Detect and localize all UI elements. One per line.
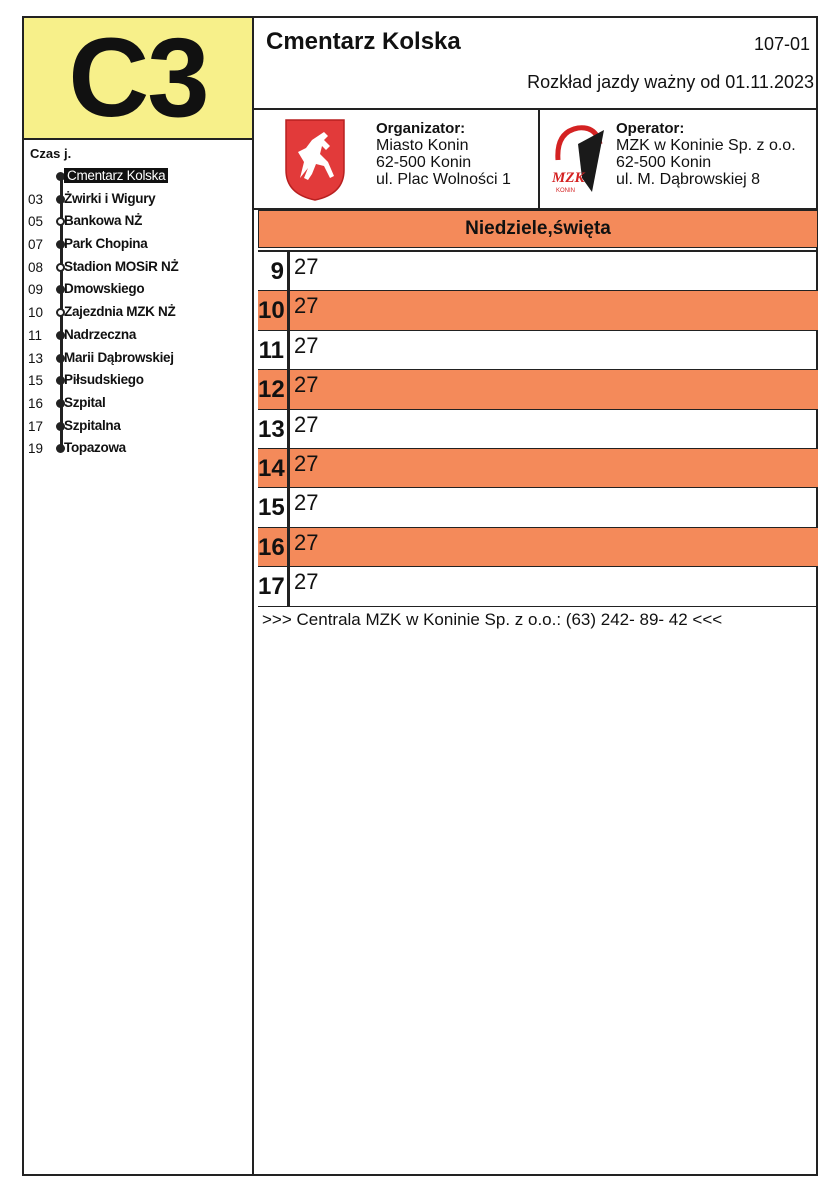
hour-cell: 15 (258, 488, 290, 526)
operator-city: 62-500 Konin (616, 154, 712, 171)
stop-time: 03 (28, 191, 44, 207)
stop-item (26, 234, 252, 257)
hour-cell: 11 (258, 331, 290, 369)
minutes-cell: 27 (294, 450, 319, 476)
stop-item (26, 211, 252, 234)
minutes-cell: 27 (294, 332, 319, 358)
stop-item (26, 438, 252, 461)
organizer-street: ul. Plac Wolności 1 (376, 171, 511, 188)
stop-current (26, 166, 252, 189)
hour-row (258, 291, 818, 330)
hour-row (258, 252, 818, 291)
stop-name: Topazowa (64, 440, 126, 456)
stop-item (26, 189, 252, 212)
header-divider (254, 108, 818, 110)
svg-text:KONIN: KONIN (556, 188, 576, 194)
stop-time: 07 (28, 237, 44, 253)
hour-row (258, 370, 818, 409)
stop-time: 16 (28, 395, 44, 411)
stop-item (26, 302, 252, 325)
minutes-cell: 27 (294, 372, 319, 398)
time-header: Czas j. (30, 146, 72, 161)
operator-name: MZK w Koninie Sp. z o.o. (616, 137, 796, 154)
stop-item (26, 279, 252, 302)
minutes-cell: 27 (294, 411, 319, 437)
stop-name: Dmowskiego (64, 281, 145, 297)
stop-time: 17 (28, 418, 44, 434)
hours-table (258, 252, 818, 607)
stop-time: 09 (28, 282, 44, 298)
stop-item (26, 370, 252, 393)
hour-cell: 9 (258, 252, 290, 290)
route-number: C3 (68, 15, 208, 140)
route-badge (24, 15, 252, 140)
hour-cell: 17 (258, 567, 290, 605)
organizer-label: Organizator: (376, 120, 466, 137)
operator-label: Operator: (616, 120, 685, 137)
stop-list (26, 166, 252, 461)
stop-name: Piłsudskiego (64, 372, 144, 388)
organizer-details (376, 120, 511, 188)
stop-time: 19 (28, 441, 44, 457)
organizer-name: Miasto Konin (376, 137, 469, 154)
minutes-cell: 27 (294, 529, 319, 555)
stop-time: 10 (28, 305, 44, 321)
stop-time: 13 (28, 350, 44, 366)
minutes-cell: 27 (294, 293, 319, 319)
stop-name: Szpital (64, 394, 106, 410)
hour-cell: 12 (258, 370, 290, 408)
stop-name: Bankowa NŻ (64, 213, 143, 229)
stop-item (26, 393, 252, 416)
mzk-logo-icon (548, 120, 612, 200)
operator-street: ul. M. Dąbrowskiej 8 (616, 171, 761, 188)
minutes-cell: 27 (294, 254, 319, 279)
stop-name: Stadion MOSiR NŻ (64, 258, 179, 274)
stop-name: Zajezdnia MZK NŻ (64, 304, 176, 320)
hour-cell: 13 (258, 410, 290, 448)
stop-item (26, 348, 252, 371)
svg-text:MZK: MZK (552, 170, 585, 186)
contact-info: >>> Centrala MZK w Koninie Sp. z o.o.: (63) 242- 89- 42 <<< (262, 610, 723, 629)
stop-name: Park Chopina (64, 236, 148, 252)
hour-row (258, 528, 818, 567)
hour-cell: 10 (258, 291, 290, 329)
stop-time: 11 (28, 327, 43, 343)
minutes-cell: 27 (294, 569, 319, 595)
line-code: 107-01 (753, 34, 810, 54)
hour-row (258, 331, 818, 370)
stop-item (26, 257, 252, 280)
hour-cell: 14 (258, 449, 290, 487)
organizer-city: 62-500 Konin (376, 154, 472, 171)
operator-details (616, 120, 796, 188)
stop-name: Cmentarz Kolska (64, 168, 168, 183)
stop-time: 08 (28, 259, 44, 275)
stop-item (26, 325, 252, 348)
hour-row (258, 488, 818, 527)
stop-title: Cmentarz Kolska (266, 28, 461, 55)
hour-row (258, 567, 818, 606)
operator-box (540, 112, 818, 208)
hour-row (258, 449, 818, 488)
stop-name: Nadrzeczna (64, 326, 137, 342)
hour-row (258, 410, 818, 449)
stop-name: Szpitalna (64, 417, 121, 433)
organizer-box (254, 112, 538, 208)
stop-time: 15 (28, 373, 44, 389)
day-type-bar (258, 210, 818, 248)
hour-cell: 16 (258, 528, 290, 566)
day-type: Niedziele,święta (465, 218, 611, 239)
konin-crest-icon (284, 118, 346, 202)
stop-time: 05 (28, 214, 44, 230)
stop-name: Marii Dąbrowskiej (64, 349, 174, 365)
valid-from: Rozkład jazdy ważny od 01.11.2023 (527, 72, 814, 92)
stop-item (26, 416, 252, 439)
stop-name: Żwirki i Wigury (64, 190, 156, 206)
minutes-cell: 27 (294, 490, 319, 516)
